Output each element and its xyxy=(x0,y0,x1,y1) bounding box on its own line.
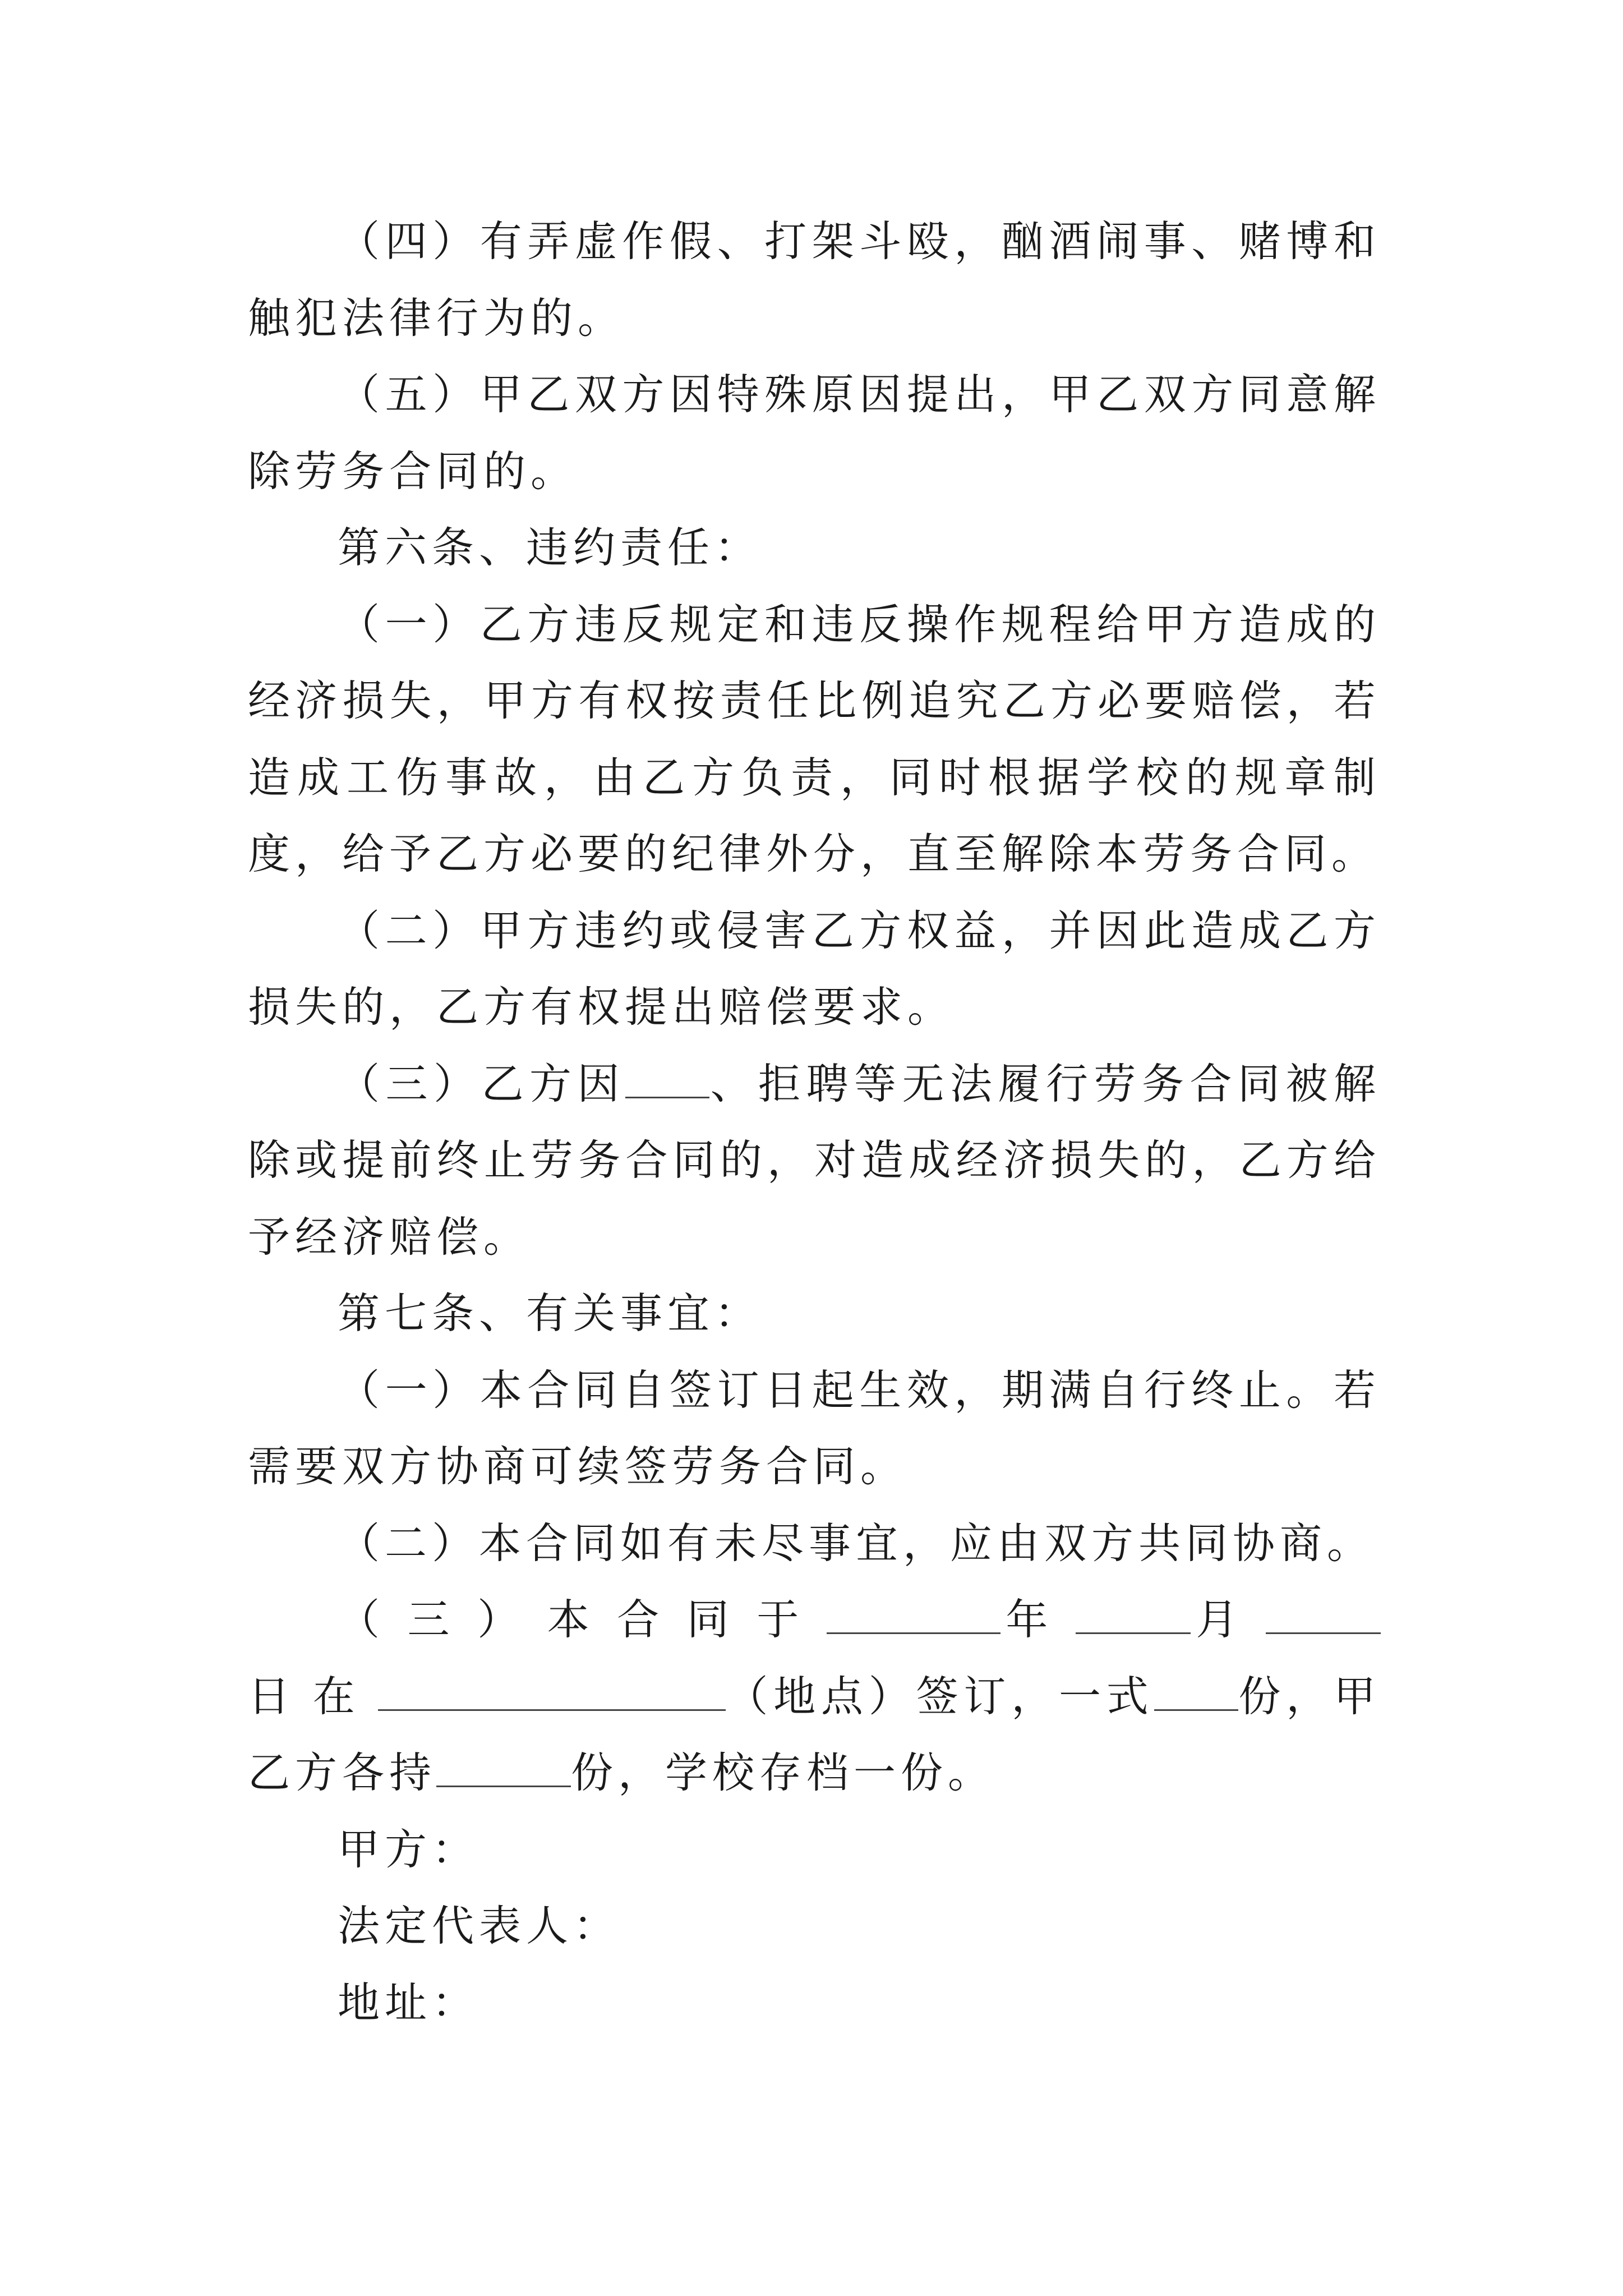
day-label: 日在 xyxy=(248,1671,378,1721)
article-7-heading: 第七条、有关事宜： xyxy=(338,1289,762,1338)
fill-blank-copies xyxy=(1154,1669,1238,1710)
fill-blank-reason xyxy=(625,1056,709,1098)
fill-blank-year xyxy=(827,1593,1000,1634)
clause-6-3 xyxy=(248,1046,1381,1276)
article-6-heading: 第六条、违约责任： xyxy=(338,523,762,572)
fill-blank-month xyxy=(1076,1593,1191,1634)
clause-7-2: （二）本合同如有未尽事宜，应由双方共同协商。 xyxy=(338,1518,1375,1568)
clause-6-2: （二）甲方违约或侵害乙方权益，并因此造成乙方损失的，乙方有权提出赔偿要求。 xyxy=(248,905,1381,1032)
clause-7-1: （一）本合同自签订日起生效，期满自行终止。若需要双方协商可续签劳务合同。 xyxy=(248,1365,1381,1491)
clause-6-1: （一）乙方违反规定和违反操作规程给甲方造成的经济损失，甲方有权按责任比例追究乙方必要赔偿，若造成工伤事故，由乙方负责，同时根据学校的规章制度，给予乙方必要的纪律外分，直至解除本劳务合同。 xyxy=(248,599,1381,878)
year-label: 年 xyxy=(1000,1595,1076,1644)
fill-blank-location xyxy=(378,1669,726,1710)
location-label: （地点）签订，一式 xyxy=(725,1671,1154,1721)
copies-label: 份，甲乙方各持 xyxy=(248,1671,1381,1797)
clause-7-3-start: （三）本合同于 xyxy=(338,1595,827,1644)
clause-5-4: （四）有弄虚作假、打架斗殴，酗酒闹事、赌博和触犯法律行为的。 xyxy=(248,217,1381,343)
fill-blank-day xyxy=(1266,1593,1381,1634)
clause-7-3 xyxy=(248,1581,1381,1811)
clause-5-5: （五）甲乙双方因特殊原因提出，甲乙双方同意解除劳务合同的。 xyxy=(248,370,1381,496)
signature-party-a: 甲方： xyxy=(338,1824,479,1874)
clause-6-3-start: （三）乙方因 xyxy=(338,1059,625,1108)
clause-6-3-end: 、拒聘等无法履行劳务合同被解除或提前终止劳务合同的，对造成经济损失的，乙方给予经济赔偿。 xyxy=(248,1059,1381,1262)
archive-label: 份，学校存档一份。 xyxy=(571,1748,995,1797)
document-body xyxy=(248,203,1381,2041)
signature-legal-rep: 法定代表人： xyxy=(338,1901,621,1950)
month-label: 月 xyxy=(1190,1595,1266,1644)
fill-blank-each-copies xyxy=(436,1746,571,1787)
signature-address: 地址： xyxy=(338,1977,479,2027)
